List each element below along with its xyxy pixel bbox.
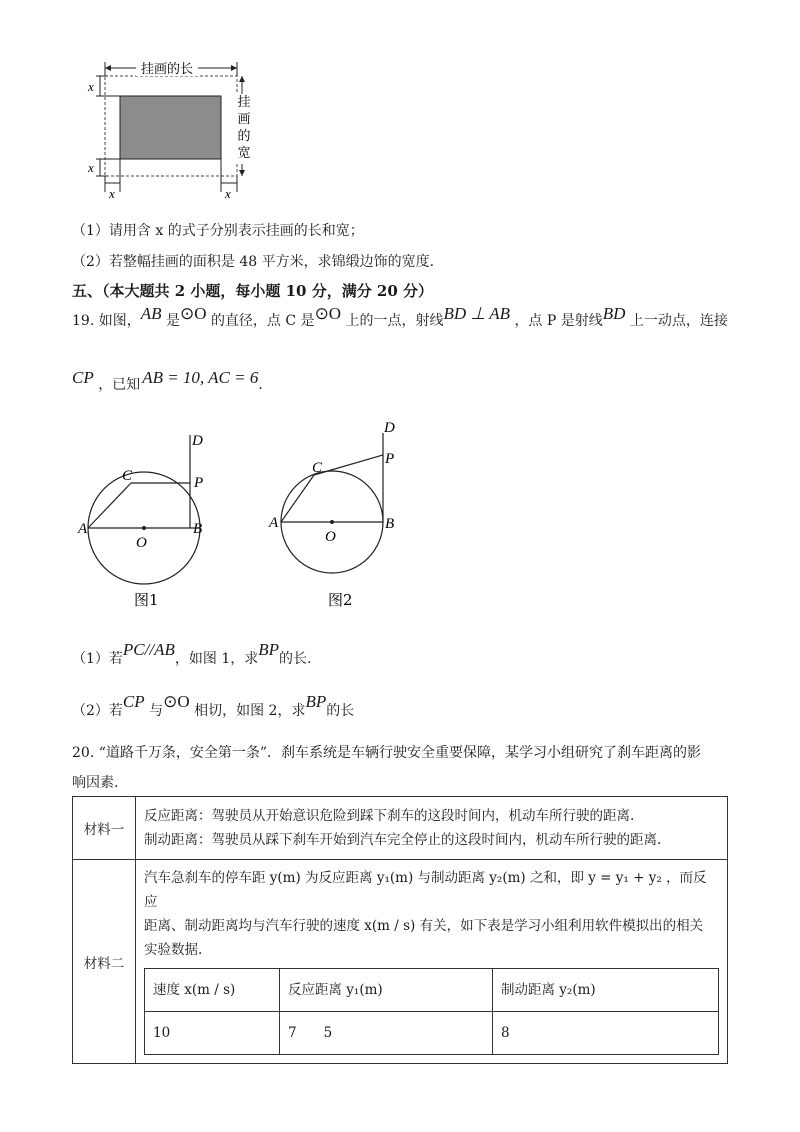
center-o-2	[330, 520, 334, 524]
label-p-2: P	[385, 451, 395, 467]
header-braking: 制动距离 y₂(m)	[493, 969, 719, 1012]
length-label: 挂画的长	[140, 62, 194, 77]
q18-part1: （1）请用含 x 的式子分别表示挂画的长和宽；	[72, 223, 364, 239]
q19-part1: （1）若PC//AB，如图 1，求BP的长.	[72, 640, 312, 667]
tangent-cp	[314, 455, 383, 475]
q19-part2: （2）若CP 与⊙O 相切，如图 2，求BP的长	[72, 692, 355, 719]
chord-ac-2	[281, 475, 314, 522]
q19-line1: 19. 如图，AB 是⊙O 的直径，点 C 是⊙O 上的一点，射线BD ⊥ AB ，点 P 是射线BD 上一动点，连接	[72, 304, 728, 329]
label-c-2: C	[312, 460, 323, 476]
label-b-2: B	[385, 516, 395, 532]
table-row	[145, 1012, 719, 1055]
x-left-bottom: x	[109, 186, 115, 201]
width-label-2: 画	[237, 112, 251, 127]
material-2-label: 材料二	[73, 860, 136, 1064]
data-table	[144, 968, 719, 1055]
painting-figure	[78, 52, 258, 202]
label-a: A	[78, 521, 88, 537]
x-top: x	[88, 79, 94, 94]
material-1-label: 材料一	[73, 797, 136, 860]
label-d: D	[192, 433, 203, 449]
material-1-body: 反应距离：驾驶员从开始意识危险到踩下刹车的这段时间内，机动车所行驶的距离. 制动距离：驾驶员从踩下刹车开始到汽车完全停止的这段时间内，机动车所行驶的距离.	[136, 797, 728, 860]
cell-speed: 10	[145, 1012, 280, 1055]
q19-line2: CP ，已知 AB = 10, AC = 6.	[72, 368, 263, 393]
material-1-row	[73, 797, 728, 860]
q18-part2: （2）若整幅挂画的面积是 48 平方米，求锦缎边饰的宽度.	[72, 254, 435, 270]
chord-ac	[88, 483, 131, 528]
section-heading: 五、（本大题共 2 小题，每小题 10 分，满分 20 分）	[72, 282, 434, 300]
label-d-2: D	[384, 420, 395, 436]
label-b: B	[193, 521, 203, 537]
caption-fig2: 图2	[328, 591, 353, 609]
cell-braking: 8	[493, 1012, 719, 1055]
x-bottom: x	[88, 160, 94, 175]
material-2-row	[73, 860, 728, 1064]
header-reaction: 反应距离 y₁(m)	[280, 969, 493, 1012]
center-o	[142, 526, 146, 530]
materials-table	[72, 796, 728, 1064]
q20-line2: 响因素.	[72, 775, 119, 791]
painting-area	[120, 96, 221, 159]
label-o: O	[136, 535, 147, 551]
caption-fig1: 图1	[134, 591, 159, 609]
cell-reaction: 7 5	[280, 1012, 493, 1055]
figure-1	[80, 425, 240, 615]
label-c: C	[122, 468, 133, 484]
material-2-body: 汽车急刹车的停车距 y(m) 为反应距离 y₁(m) 与制动距离 y₂(m) 之和，即 y = y₁ + y₂ ，而反应 距离、制动距离均与汽车行驶的速度 x(m / s) 有关，如下表是学习小组利用软件模拟出的相关 实验数据. 速度 x(m / s) 反应距离 y₁(m) 制动距离 y₂(m) 10 7 5 8	[136, 860, 728, 1064]
width-label-1: 挂	[237, 95, 251, 110]
q20-line1: 20. “道路千万条，安全第一条”．刹车系统是车辆行驶安全重要保障，某学习小组研究了刹车距离的影	[72, 745, 702, 761]
width-label-4: 宽	[237, 146, 251, 161]
label-p: P	[194, 475, 204, 491]
width-label-3: 的	[237, 129, 251, 144]
data-table-header	[145, 969, 719, 1012]
label-o-2: O	[325, 529, 336, 545]
label-a-2: A	[269, 515, 279, 531]
header-speed: 速度 x(m / s)	[145, 969, 280, 1012]
x-right-bottom: x	[225, 186, 231, 201]
figure-2	[268, 415, 418, 615]
